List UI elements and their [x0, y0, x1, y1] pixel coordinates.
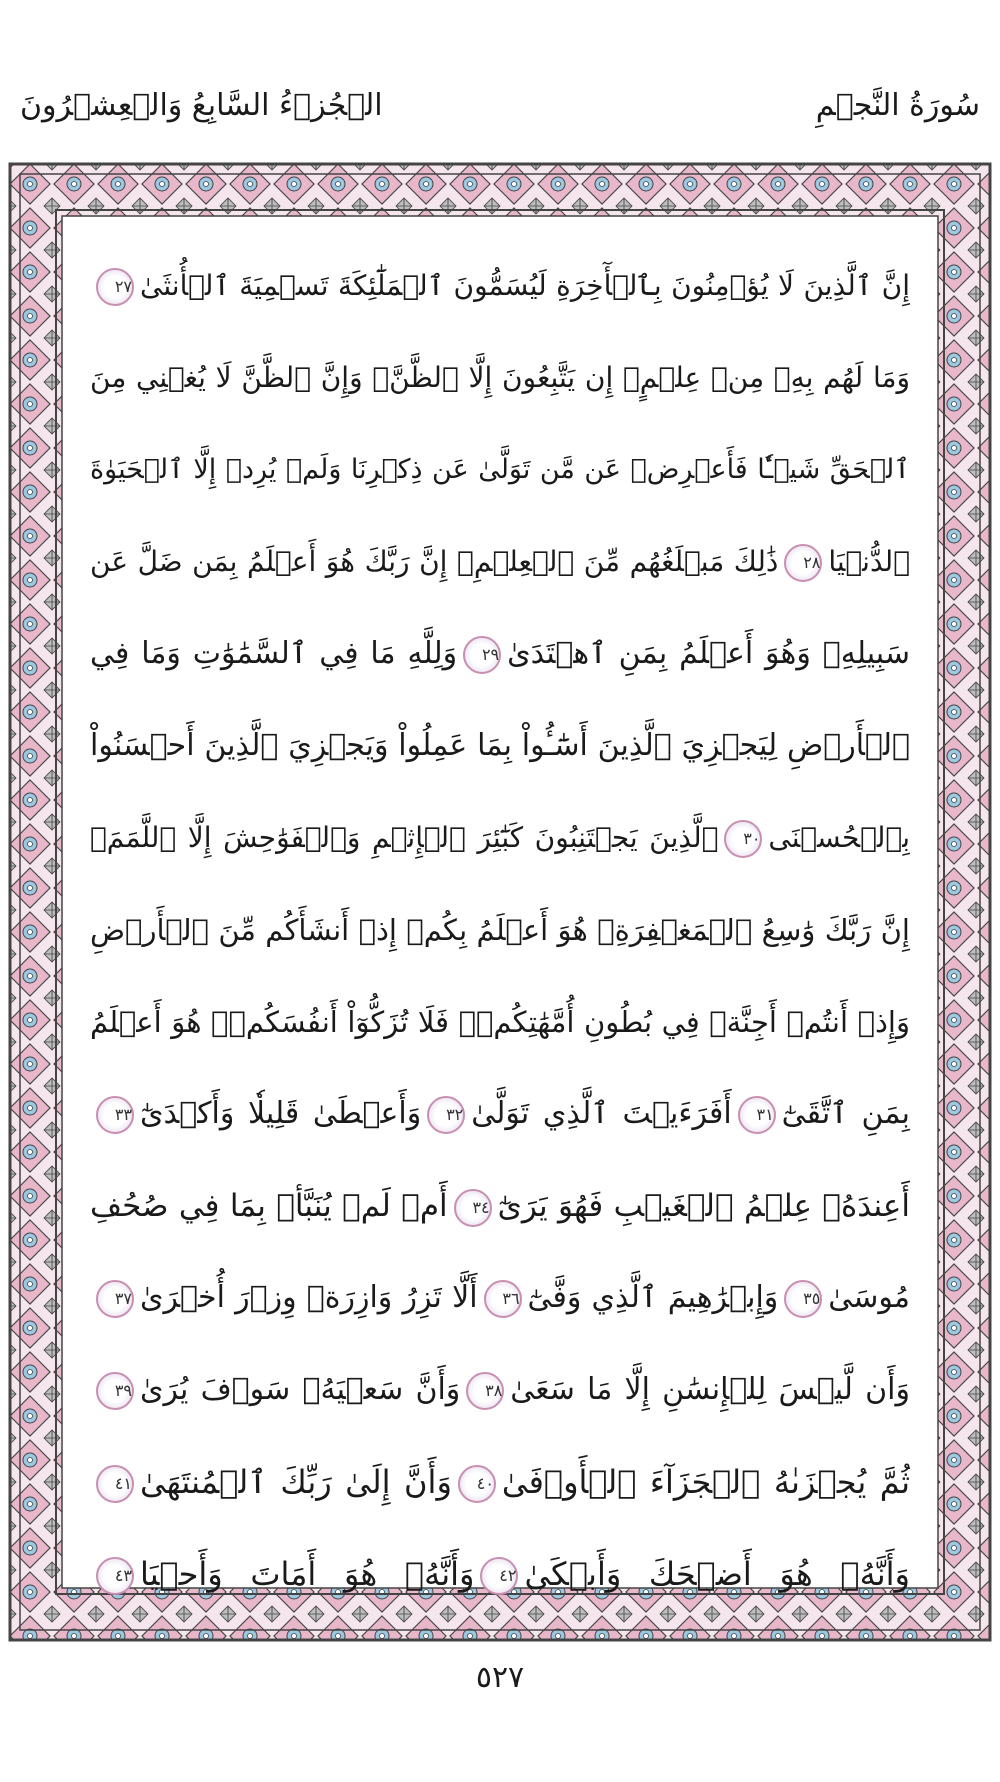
- ayah-number-marker: ٤٠: [458, 1465, 496, 1503]
- text-line-3: ٱلۡحَقِّ شَيۡـٔٗا فَأَعۡرِضۡ عَن مَّن تَوَلَّىٰ عَن ذِكۡرِنَا وَلَمۡ يُرِدۡ إِلَّا ٱلۡحَيَوٰةَ: [90, 454, 910, 485]
- page-header: [20, 88, 980, 138]
- ayah-number-marker: ٢٧: [96, 268, 134, 306]
- text-line-14: ثُمَّ يُجۡزَىٰهُ ٱلۡجَزَآءَ ٱلۡأَوۡفَىٰ٤٠وَأَنَّ إِلَىٰ رَبِّكَ ٱلۡمُنتَهَىٰ٤١: [90, 1436, 910, 1528]
- text-line-9: وَإِذۡ أَنتُمۡ أَجِنَّةٞ فِي بُطُونِ أُمَّهَٰتِكُمۡۖ فَلَا تُزَكُّوٓاْ أَنفُسَكُمۡۖ هُوَ أَعۡلَمُ: [90, 1005, 910, 1039]
- ayah-number-marker: ٣٥: [784, 1280, 822, 1318]
- text-line-8: إِنَّ رَبَّكَ وَٰسِعُ ٱلۡمَغۡفِرَةِۚ هُوَ أَعۡلَمُ بِكُمۡ إِذۡ أَنشَأَكُم مِّنَ ٱلۡأَرۡضِ: [90, 913, 910, 947]
- quran-text-area: [70, 226, 930, 1606]
- ayah-number-marker: ٣٠: [724, 820, 762, 858]
- ayah-number-marker: ٣٢: [427, 1096, 465, 1134]
- ayah-number-marker: ٢٨: [784, 544, 822, 582]
- ayah-number-marker: ٣٤: [454, 1189, 492, 1227]
- ayah-number-marker: ٣٨: [466, 1372, 504, 1410]
- page-number: ٥٢٧: [475, 1660, 525, 1695]
- ayah-number-marker: ٤١: [96, 1465, 134, 1503]
- ayah-number-marker: ٣٣: [96, 1096, 134, 1134]
- text-line-7: بِٱلۡحُسۡنَى٣٠ٱلَّذِينَ يَجۡتَنِبُونَ كَبَٰٓئِرَ ٱلۡإِثۡمِ وَٱلۡفَوَٰحِشَ إِلَّا ٱللَّمَمَۚ: [90, 792, 910, 884]
- ayah-number-marker: ٣٦: [484, 1280, 522, 1318]
- text-line-6: ٱلۡأَرۡضِ لِيَجۡزِيَ ٱلَّذِينَ أَسَٰٓـُٔواْ بِمَا عَمِلُواْ وَيَجۡزِيَ ٱلَّذِينَ أَحۡسَنُواْ: [90, 728, 910, 763]
- text-line-15: وَأَنَّهُۥ هُوَ أَضۡحَكَ وَأَبۡكَىٰ٤٢وَأَنَّهُۥ هُوَ أَمَاتَ وَأَحۡيَا٤٣: [90, 1528, 910, 1606]
- ayah-number-marker: ٤٢: [480, 1557, 518, 1595]
- text-line-13: وَأَن لَّيۡسَ لِلۡإِنسَٰنِ إِلَّا مَا سَعَىٰ٣٨وَأَنَّ سَعۡيَهُۥ سَوۡفَ يُرَىٰ٣٩: [90, 1344, 910, 1436]
- ayah-number-marker: ٣٩: [96, 1372, 134, 1410]
- text-line-2: وَمَا لَهُم بِهِۦ مِنۡ عِلۡمٍۖ إِن يَتَّبِعُونَ إِلَّا ٱلظَّنَّۖ وَإِنَّ ٱلظَّنَّ لَا يُغۡنِي مِنَ: [90, 361, 910, 394]
- ayah-number-marker: ٣١: [738, 1096, 776, 1134]
- ayah-number-marker: ٤٣: [96, 1557, 134, 1595]
- text-line-11: أَعِندَهُۥ عِلۡمُ ٱلۡغَيۡبِ فَهُوَ يَرَىٰٓ٣٤أَمۡ لَمۡ يُنَبَّأۡ بِمَا فِي صُحُفِ: [90, 1160, 910, 1252]
- ayah-number-marker: ٢٩: [463, 636, 501, 674]
- juz-name: الۡجُزۡءُ السَّابِعُ وَالۡعِشۡرُونَ: [20, 88, 383, 123]
- surah-name: سُورَةُ النَّجۡمِ: [815, 88, 980, 123]
- text-line-1: إِنَّ ٱلَّذِينَ لَا يُؤۡمِنُونَ بِٱلۡأٓخِرَةِ لَيُسَمُّونَ ٱلۡمَلَٰٓئِكَةَ تَسۡمِيَةَ ٱلۡأُنثَىٰ٢٧: [90, 240, 910, 332]
- text-line-5: سَبِيلِهِۦ وَهُوَ أَعۡلَمُ بِمَنِ ٱهۡتَدَىٰ٢٩وَلِلَّهِ مَا فِي ٱلسَّمَٰوَٰتِ وَمَا فِي: [90, 608, 910, 700]
- text-line-4: ٱلدُّنۡيَا٢٨ذَٰلِكَ مَبۡلَغُهُم مِّنَ ٱلۡعِلۡمِۚ إِنَّ رَبَّكَ هُوَ أَعۡلَمُ بِمَن ضَلَّ عَن: [90, 516, 910, 608]
- text-line-12: مُوسَىٰ٣٥وَإِبۡرَٰهِيمَ ٱلَّذِي وَفَّىٰٓ٣٦أَلَّا تَزِرُ وَازِرَةٞ وِزۡرَ أُخۡرَىٰ٣٧: [90, 1252, 910, 1344]
- ayah-number-marker: ٣٧: [96, 1280, 134, 1318]
- text-line-10: بِمَنِ ٱتَّقَىٰٓ٣١أَفَرَءَيۡتَ ٱلَّذِي تَوَلَّىٰ٣٢وَأَعۡطَىٰ قَلِيلٗا وَأَكۡدَىٰٓ٣٣: [90, 1068, 910, 1160]
